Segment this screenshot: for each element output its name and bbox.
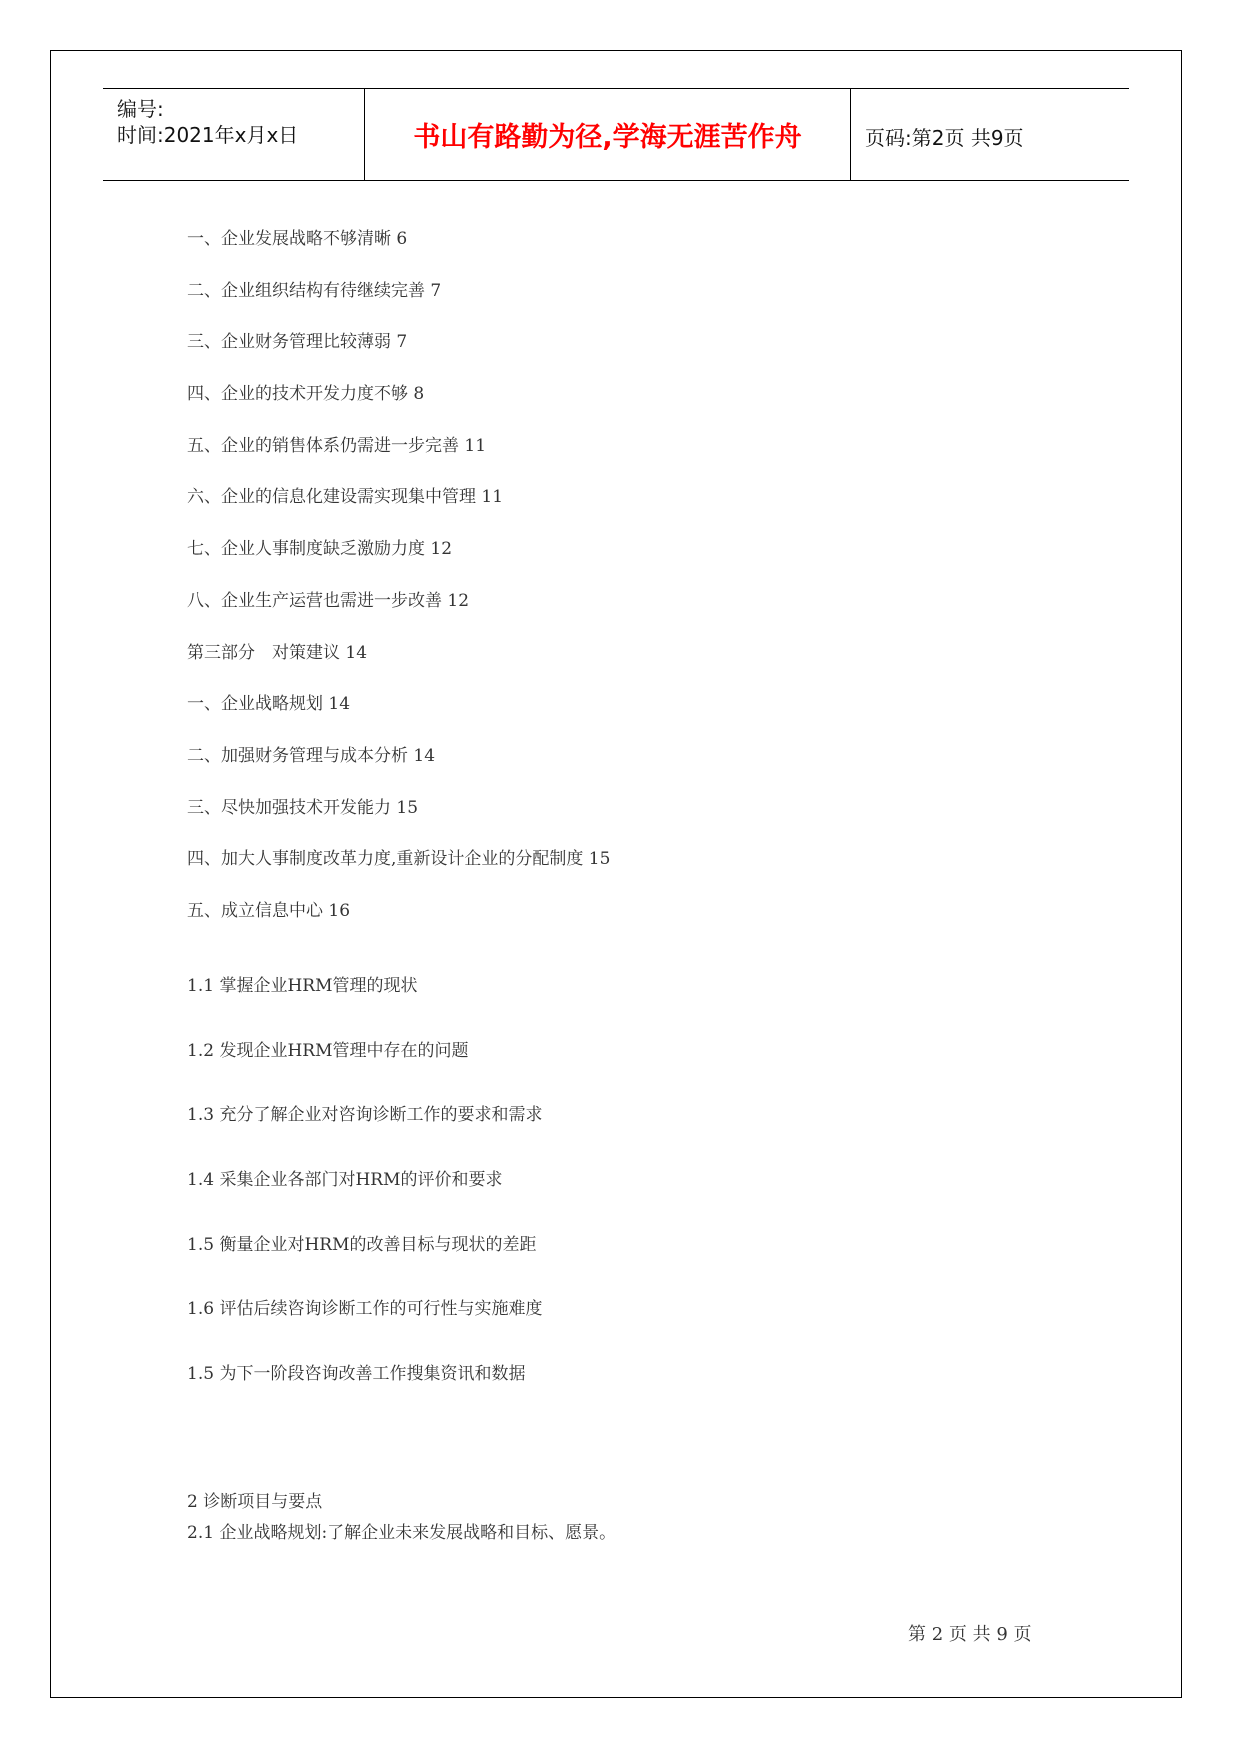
header-info-cell — [103, 89, 365, 180]
header-motto: 书山有路勤为径,学海无涯苦作舟 — [413, 122, 802, 153]
page-header — [103, 88, 1129, 181]
goal-item: 1.5 为下一阶段咨询改善工作搜集资讯和数据 — [187, 1364, 526, 1385]
toc-entry: 二、企业组织结构有待继续完善 7 — [187, 280, 442, 301]
document-number-label: 编号: — [117, 97, 164, 121]
section-heading: 2 诊断项目与要点 — [187, 1492, 323, 1512]
toc-entry: 第三部分 对策建议 14 — [187, 642, 368, 663]
goal-item: 1.1 掌握企业HRM管理的现状 — [187, 976, 418, 996]
header-page-number: 页码:第2页 共9页 — [865, 126, 1024, 150]
toc-entry: 七、企业人事制度缺乏激励力度 12 — [187, 539, 453, 560]
goal-item: 1.4 采集企业各部门对HRM的评价和要求 — [187, 1170, 503, 1191]
header-page-cell — [851, 89, 1129, 180]
goal-item: 1.2 发现企业HRM管理中存在的问题 — [187, 1040, 469, 1061]
toc-entry: 三、企业财务管理比较薄弱 7 — [187, 332, 408, 353]
toc-entry: 六、企业的信息化建设需实现集中管理 11 — [187, 487, 504, 508]
toc-entry: 八、企业生产运营也需进一步改善 12 — [187, 590, 470, 611]
toc-entry: 一、企业发展战略不够清晰 6 — [187, 229, 408, 249]
toc-entry: 四、加大人事制度改革力度,重新设计企业的分配制度 15 — [187, 849, 611, 870]
diagnosis-section — [187, 1487, 616, 1549]
toc-entry: 二、加强财务管理与成本分析 14 — [187, 745, 436, 766]
page-footer: 第 2 页 共 9 页 — [908, 1624, 1032, 1645]
document-time-label: 时间:2021年x月x日 — [117, 123, 299, 147]
section-item: 2.1 企业战略规划:了解企业未来发展战略和目标、愿景。 — [187, 1523, 617, 1543]
toc-entry: 一、企业战略规划 14 — [187, 694, 351, 715]
table-of-contents — [187, 224, 610, 948]
goals-list — [187, 971, 542, 1424]
goal-item: 1.5 衡量企业对HRM的改善目标与现状的差距 — [187, 1234, 537, 1255]
header-motto-cell — [365, 89, 851, 180]
toc-entry: 三、尽快加强技术开发能力 15 — [187, 797, 419, 818]
toc-entry: 四、企业的技术开发力度不够 8 — [187, 384, 425, 405]
toc-entry: 五、企业的销售体系仍需进一步完善 11 — [187, 435, 487, 456]
goal-item: 1.3 充分了解企业对咨询诊断工作的要求和需求 — [187, 1105, 543, 1126]
toc-entry: 五、成立信息中心 16 — [187, 900, 351, 921]
goal-item: 1.6 评估后续咨询诊断工作的可行性与实施难度 — [187, 1299, 543, 1320]
